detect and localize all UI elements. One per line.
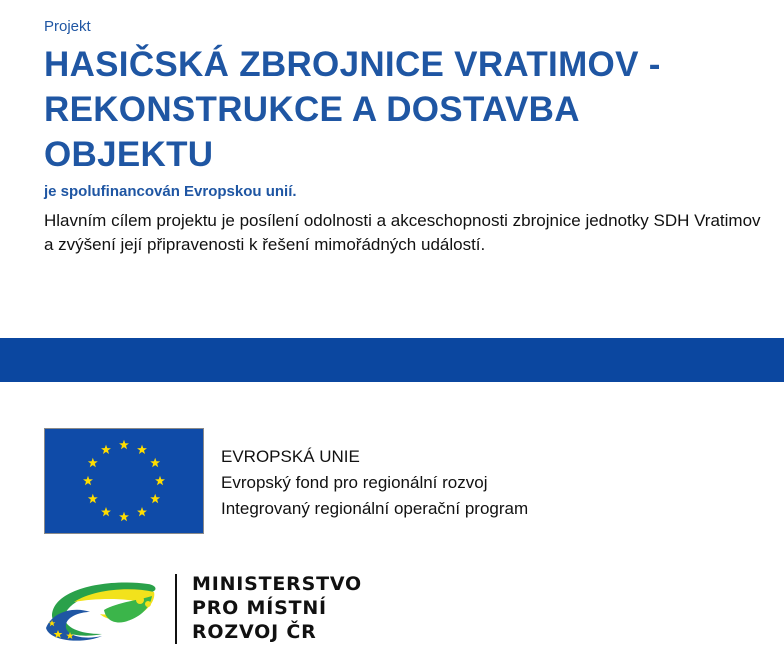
eu-text-block — [221, 444, 528, 522]
eu-flag-logo — [44, 428, 204, 534]
mmr-logo — [44, 572, 160, 644]
ministry-line-3: ROZVOJ ČR — [192, 621, 317, 643]
project-description: Hlavním cílem projektu je posílení odolnosti a akceschopnosti zbrojnice jednotky SDH Vratimov a zvýšení její připravenosti k řešení mimořádných událostí. — [44, 211, 761, 254]
eu-fund-name: Evropský fond pro regionální rozvoj — [221, 473, 488, 492]
ministry-text-block — [192, 572, 362, 644]
project-label: Projekt — [44, 18, 91, 35]
blue-band — [0, 338, 784, 382]
project-title: HASIČSKÁ ZBROJNICE VRATIMOV - REKONSTRUKCE A DOSTAVBA OBJEKTU — [44, 45, 661, 174]
ministry-line-2: PRO MÍSTNÍ — [192, 597, 327, 619]
eu-program-name: Integrovaný regionální operační program — [221, 499, 529, 518]
cofinanced-text: je spolufinancován Evropskou unií. — [44, 183, 297, 200]
ministry-line-1: MINISTERSTVO — [192, 573, 362, 595]
eu-name: EVROPSKÁ UNIE — [221, 447, 360, 466]
logo-divider — [175, 574, 177, 644]
